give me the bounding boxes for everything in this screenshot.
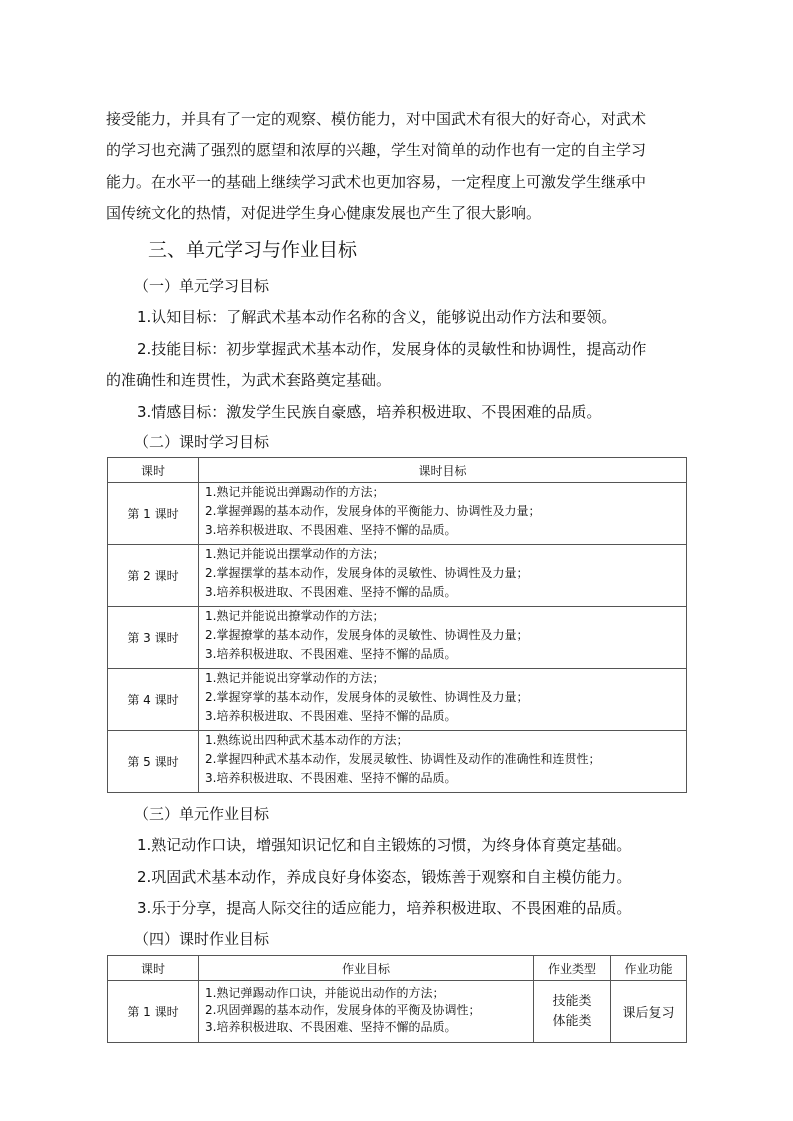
function-cell: 课后复习 xyxy=(611,981,687,1043)
sub1-item-3: 3.情感目标：激发学生民族自豪感，培养积极进取、不畏困难的品质。 xyxy=(137,403,602,421)
table-row xyxy=(108,545,687,607)
sub3-item-2: 2.巩固武术基本动作，养成良好身体姿态，锻炼善于观察和自主模仿能力。 xyxy=(137,868,632,886)
sub2-title: （二）课时学习目标 xyxy=(134,433,270,451)
type-line: 体能类 xyxy=(552,1013,592,1029)
table-row xyxy=(108,981,687,1043)
goals-cell xyxy=(199,483,687,545)
table-row xyxy=(108,607,687,669)
goals-cell xyxy=(199,731,687,793)
lesson-cell: 第 1 课时 xyxy=(108,981,199,1043)
goal-line: 3.培养积极进取、不畏困难、坚持不懈的品质。 xyxy=(205,523,457,537)
goal-line: 1.熟记并能说出摆掌动作的方法； xyxy=(205,547,385,561)
type-cell xyxy=(534,981,611,1043)
table-header-goals: 课时目标 xyxy=(199,458,687,483)
sub1-item-1: 1.认知目标：了解武术基本动作名称的含义，能够说出动作方法和要领。 xyxy=(137,308,617,326)
table-header-lesson: 课时 xyxy=(108,458,199,483)
section-title: 三、单元学习与作业目标 xyxy=(148,239,358,261)
goals-cell xyxy=(199,981,534,1043)
sub1-item-2-cont: 的准确性和连贯性，为武术套路奠定基础。 xyxy=(106,371,392,389)
table-header-lesson: 课时 xyxy=(108,956,199,981)
intro-line-4: 国传统文化的热情，对促进学生身心健康发展也产生了很大影响。 xyxy=(106,204,542,222)
table-header-homework-function: 作业功能 xyxy=(611,956,687,981)
lesson-cell: 第 5 课时 xyxy=(108,731,199,793)
table-header-homework-goals: 作业目标 xyxy=(199,956,534,981)
homework-goals-table xyxy=(107,955,687,1043)
sub1-item-2: 2.技能目标：初步掌握武术基本动作，发展身体的灵敏性和协调性，提高动作 xyxy=(137,340,647,358)
goals-cell xyxy=(199,607,687,669)
sub1-title: （一）单元学习目标 xyxy=(134,277,270,295)
lesson-cell: 第 1 课时 xyxy=(108,483,199,545)
table-header-homework-type: 作业类型 xyxy=(534,956,611,981)
goal-line: 2.掌握摆掌的基本动作，发展身体的灵敏性、协调性及力量； xyxy=(205,566,529,580)
goal-line: 1.熟练说出四种武术基本动作的方法； xyxy=(205,733,409,747)
intro-line-3: 能力。在水平一的基础上继续学习武术也更加容易，一定程度上可激发学生继承中 xyxy=(106,173,647,191)
goal-line: 3.培养积极进取、不畏困难、坚持不懈的品质。 xyxy=(205,647,457,661)
table-row xyxy=(108,669,687,731)
goals-cell xyxy=(199,545,687,607)
goal-line: 3.培养积极进取、不畏困难、坚持不懈的品质。 xyxy=(205,771,457,785)
goal-line: 3.培养积极进取、不畏困难、坚持不懈的品质。 xyxy=(205,585,457,599)
goal-line: 2.掌握撩掌的基本动作，发展身体的灵敏性、协调性及力量； xyxy=(205,628,529,642)
goal-line: 3.培养积极进取、不畏困难、坚持不懈的品质。 xyxy=(205,709,457,723)
intro-line-2: 的学习也充满了强烈的愿望和浓厚的兴趣，学生对简单的动作也有一定的自主学习 xyxy=(106,141,647,159)
goals-cell xyxy=(199,669,687,731)
lesson-goals-table xyxy=(107,457,687,793)
table-row xyxy=(108,483,687,545)
goal-line: 2.掌握四种武术基本动作，发展灵敏性、协调性及动作的准确性和连贯性； xyxy=(205,752,601,766)
sub3-item-3: 3.乐于分享，提高人际交往的适应能力，培养积极进取、不畏困难的品质。 xyxy=(137,899,632,917)
goal-line: 1.熟记弹踢动作口诀，并能说出动作的方法； xyxy=(205,986,445,1000)
goal-line: 1.熟记并能说出撩掌动作的方法； xyxy=(205,609,385,623)
goal-line: 3.培养积极进取、不畏困难、坚持不懈的品质。 xyxy=(205,1020,457,1034)
intro-line-1: 接受能力，并具有了一定的观察、模仿能力，对中国武术有很大的好奇心，对武术 xyxy=(106,110,647,128)
table-row xyxy=(108,731,687,793)
goal-line: 1.熟记并能说出弹踢动作的方法； xyxy=(205,485,385,499)
sub3-item-1: 1.熟记动作口诀，增强知识记忆和自主锻炼的习惯，为终身体育奠定基础。 xyxy=(137,836,632,854)
sub3-title: （三）单元作业目标 xyxy=(134,805,270,823)
lesson-cell: 第 2 课时 xyxy=(108,545,199,607)
lesson-cell: 第 4 课时 xyxy=(108,669,199,731)
type-line: 技能类 xyxy=(552,993,592,1009)
goal-line: 2.掌握穿掌的基本动作，发展身体的灵敏性、协调性及力量； xyxy=(205,690,529,704)
goal-line: 1.熟记并能说出穿掌动作的方法； xyxy=(205,671,385,685)
goal-line: 2.巩固弹踢的基本动作，发展身体的平衡及协调性； xyxy=(205,1003,481,1017)
lesson-cell: 第 3 课时 xyxy=(108,607,199,669)
goal-line: 2.掌握弹踢的基本动作，发展身体的平衡能力、协调性及力量； xyxy=(205,504,541,518)
sub4-title: （四）课时作业目标 xyxy=(134,930,270,948)
